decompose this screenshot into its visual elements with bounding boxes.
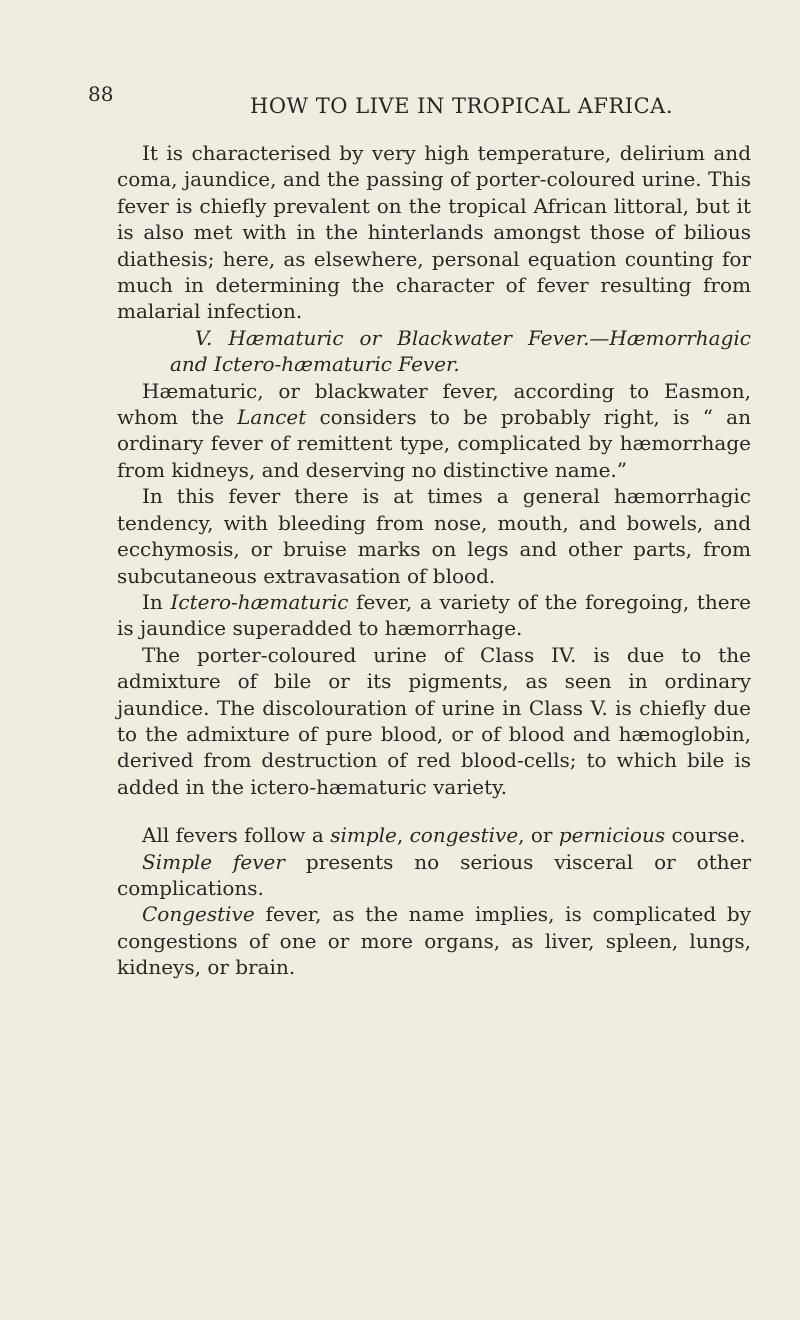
paragraph-8 [117, 901, 751, 980]
paragraph-6-text-b: , [396, 823, 410, 848]
section-heading [117, 325, 751, 378]
paragraph-4 [117, 589, 751, 642]
paragraph-2-text-b: considers to be probably right, is “ an ordinary fever of remittent type, complicated by hæmorrhage from kidneys, and deserving no distinctive name.” [117, 405, 751, 482]
paragraph-3: In this fever there is at times a general hæmorrhagic tendency, with bleeding from nose, mouth, and bowels, and ecchymosis, or bruise marks on legs and other parts, from subcutaneous extravasation of blood. [117, 484, 751, 588]
paragraph-7-text: presents no serious visceral or other complications. [117, 849, 752, 900]
paragraph-2 [117, 378, 751, 484]
body-text [117, 140, 751, 981]
paragraph-8-text: fever, as the name implies, is complicated by congestions of one or more organs, as liver, spleen, lungs, kidneys, or brain. [117, 902, 751, 980]
paragraph-1: It is characterised by very high temperature, delirium and coma, jaundice, and the passing of porter-coloured urine. This fever is chiefly prevalent on the tropical African littoral, but it is also met with in the hinterlands amongst those of bilious diathesis; here, as elsewhere, personal equation counting for much in determining the character of fever resulting from malarial infection. [117, 141, 751, 324]
paragraph-6-text-a: All fevers follow a [142, 823, 331, 848]
paragraph-6-simple: simple [330, 823, 397, 848]
paragraph-4-text-b: fever, a variety of the foregoing, there is jaundice superadded to hæmorrhage. [117, 589, 752, 641]
paragraph-7-italic: Simple fever [142, 849, 285, 874]
page-header [88, 82, 748, 124]
paragraph-gap [117, 800, 751, 822]
paragraph-4-italic: Ictero-hæmaturic [170, 589, 349, 614]
paragraph-2-text-a: Hæmaturic, or blackwater fever, according to Easmon, whom the [117, 378, 751, 430]
paragraph-8-italic: Congestive [142, 902, 255, 927]
running-head: HOW TO LIVE IN TROPICAL AFRICA. [250, 94, 674, 118]
paragraph-5: The porter-coloured urine of Class IV. is due to the admixture of bile or its pigments, as seen in ordinary jaundice. The discolouration of urine in Class V. is chiefly due to the admixture of pure blood, or of blood and hæmoglobin, derived from destruction of red blood-cells; to which bile is added in the ictero-hæmaturic variety. [117, 642, 751, 799]
paragraph-6-text-d: course. [665, 823, 746, 848]
paragraph-2-italic: Lancet [237, 405, 307, 430]
paragraph-6 [117, 822, 751, 848]
section-heading-text: Hæmaturic or Blackwater Fever.—Hæmorrhagic and Ictero-hæmaturic Fever. [170, 325, 752, 377]
paragraph-6-pernicious: pernicious [558, 823, 666, 848]
paragraph-6-text-c: , or [518, 823, 559, 848]
paragraph-4-text-a: In [142, 589, 171, 614]
section-heading-number: V. [195, 325, 213, 350]
page-number: 88 [88, 82, 114, 106]
paragraph-6-congestive: congestive [409, 823, 519, 848]
paragraph-7 [117, 849, 751, 902]
